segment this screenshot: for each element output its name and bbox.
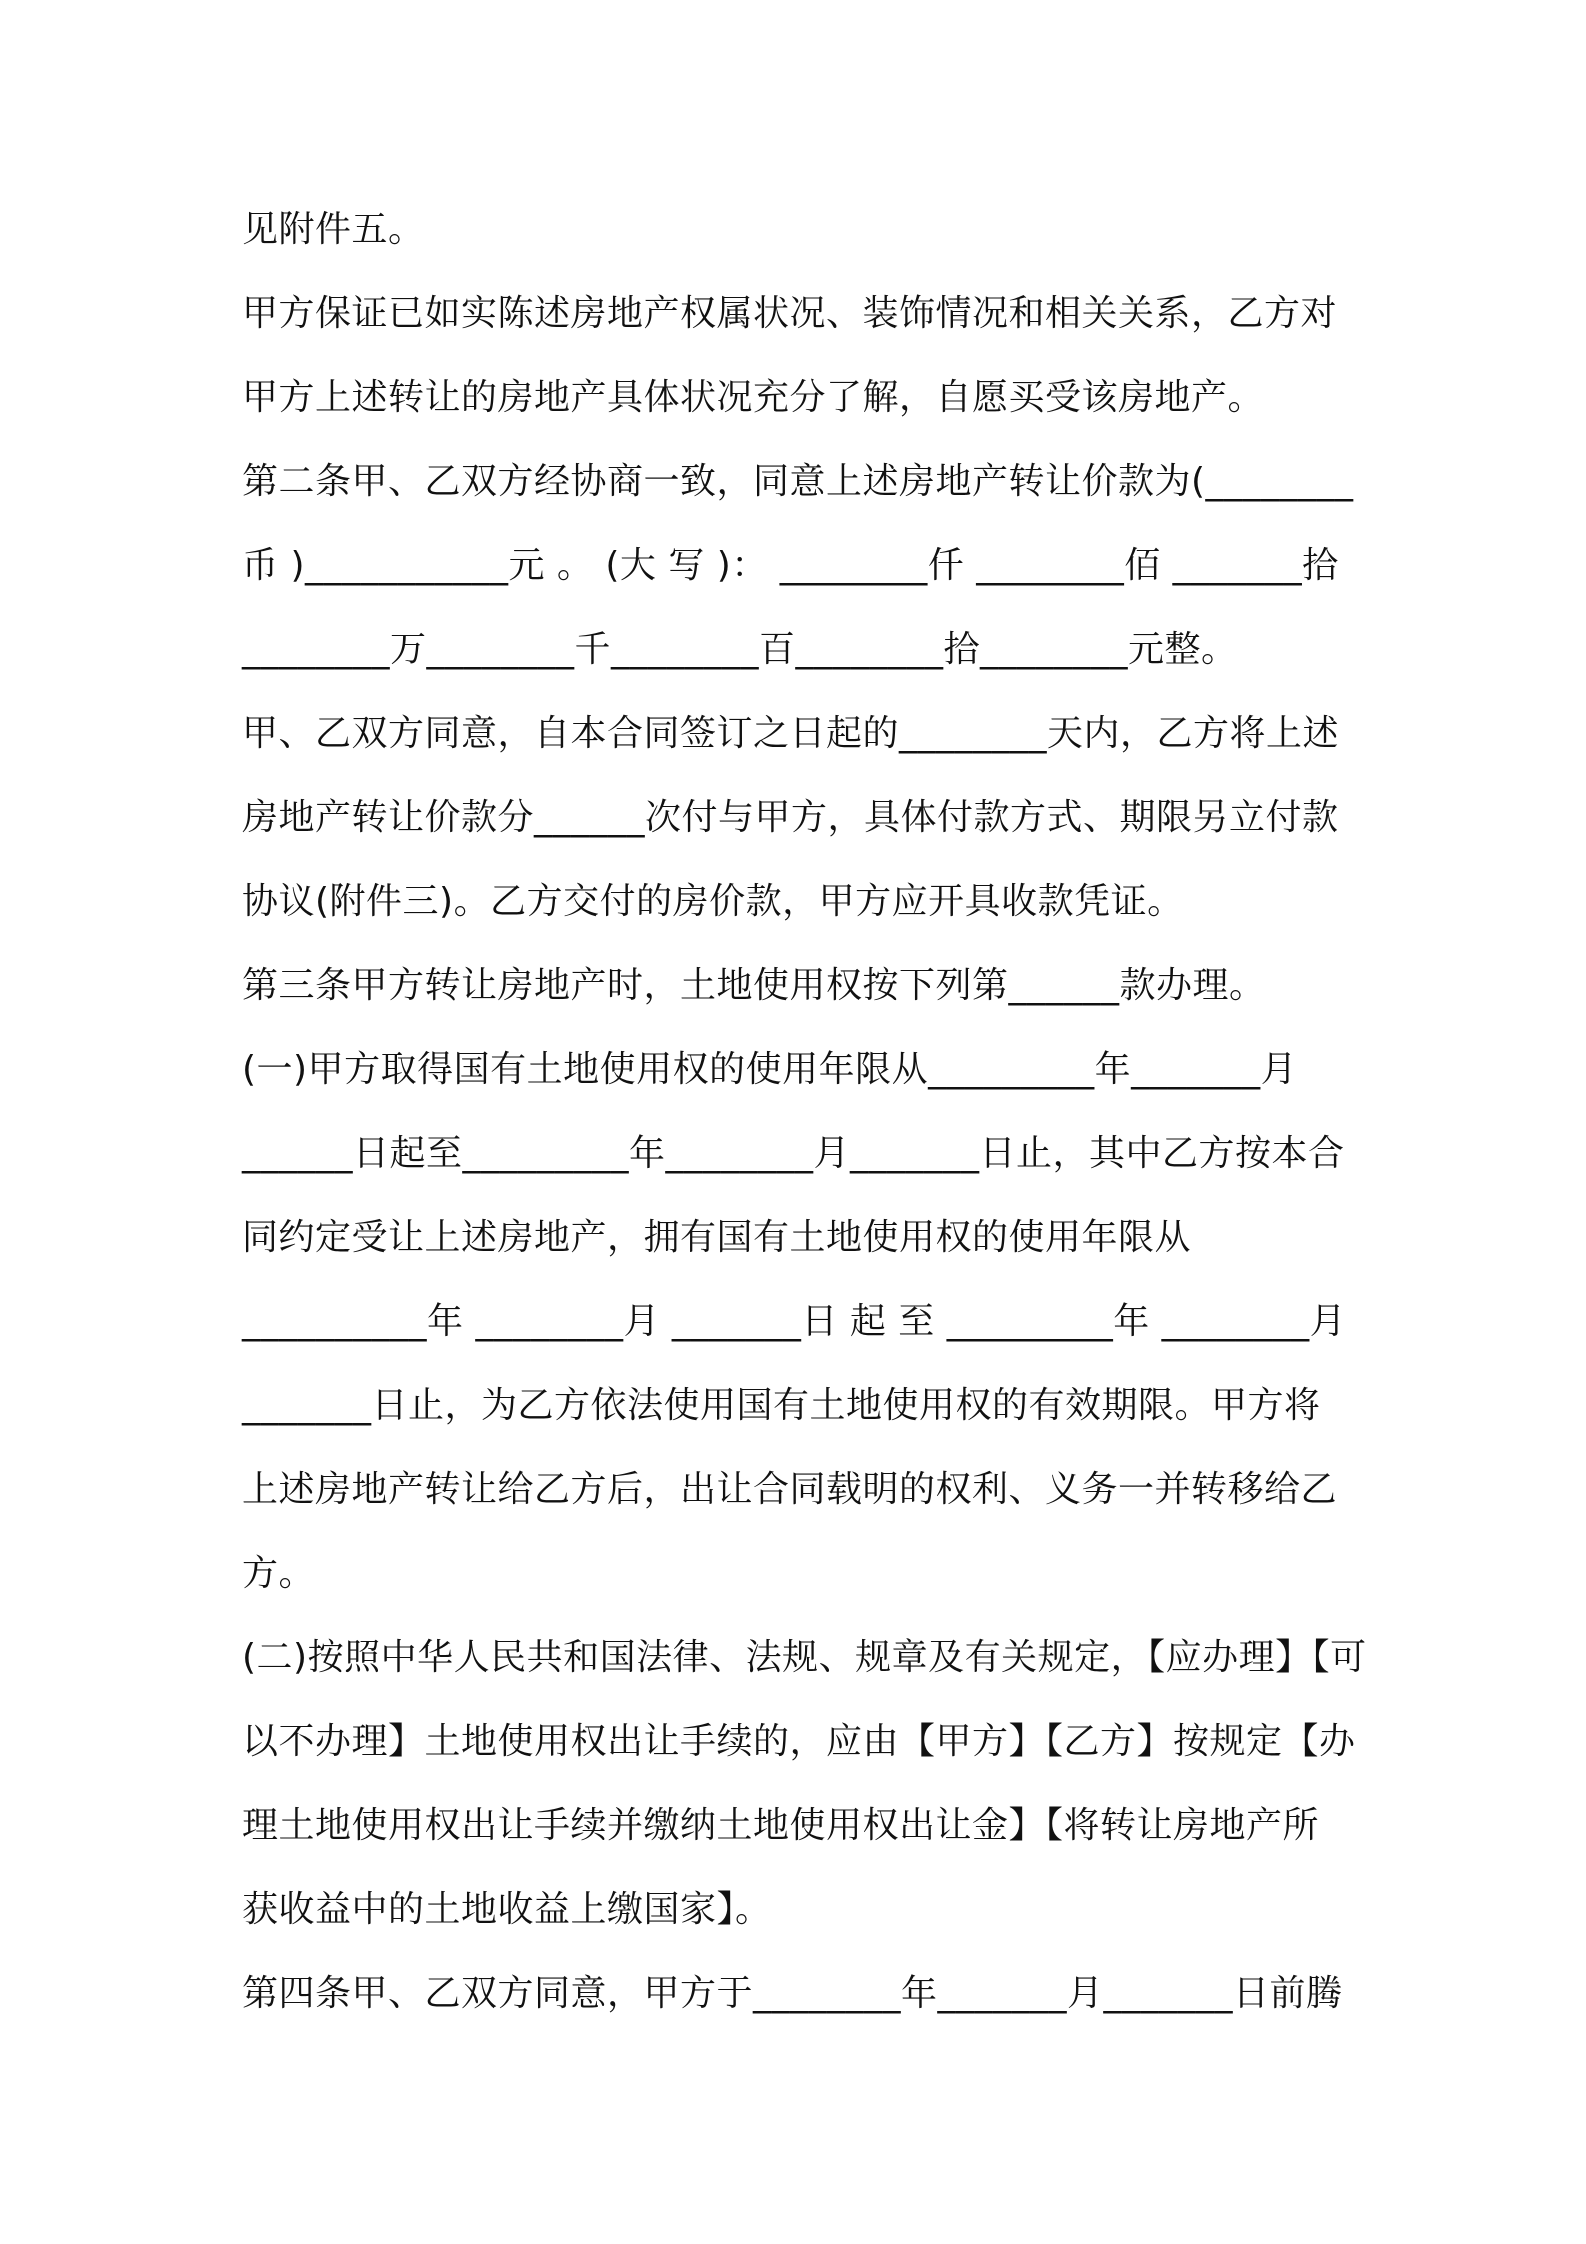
text-line: 上述房地产转让给乙方后，出让合同载明的权利、义务一并转移给乙 <box>242 1469 1338 1510</box>
text-line: ______日起至_________年________月_______日止，其中乙方按本合 <box>242 1133 1345 1174</box>
text-line: __________年 ________月 _______日 起 至 _________年 ________月 <box>242 1301 1347 1342</box>
text-line: 第三条甲方转让房地产时，土地使用权按下列第______款办理。 <box>242 965 1266 1006</box>
text-line: 房地产转让价款分______次付与甲方，具体付款方式、期限另立付款 <box>242 797 1339 838</box>
text-line: 理土地使用权出让手续并缴纳土地使用权出让金】【将转让房地产所 <box>242 1805 1320 1846</box>
text-line: 甲、乙双方同意，自本合同签订之日起的________天内，乙方将上述 <box>242 713 1340 754</box>
text-line: (二)按照中华人民共和国法律、法规、规章及有关规定，【应办理】【可 <box>242 1637 1367 1678</box>
text-line: 币 )___________元 。 (大 写 )： ________仟 ________佰 _______拾 <box>242 545 1339 586</box>
text-line: 第四条甲、乙双方同意，甲方于________年_______月_______日前腾 <box>242 1973 1343 2014</box>
text-line: ________万________千________百________拾________元整。 <box>242 629 1238 670</box>
text-line: 甲方保证已如实陈述房地产权属状况、装饰情况和相关关系，乙方对 <box>242 293 1338 334</box>
text-line: 甲方上述转让的房地产具体状况充分了解，自愿买受该房地产。 <box>242 377 1265 418</box>
text-line: 方。 <box>242 1553 316 1594</box>
text-line: 协议(附件三)。乙方交付的房价款，甲方应开具收款凭证。 <box>242 881 1184 922</box>
text-line: 第二条甲、乙双方经协商一致，同意上述房地产转让价款为(________ <box>242 461 1354 502</box>
text-line: 同约定受让上述房地产，拥有国有土地使用权的使用年限从 <box>242 1217 1192 1258</box>
text-line: 见附件五。 <box>242 209 425 250</box>
text-line: _______日止，为乙方依法使用国有土地使用权的有效期限。甲方将 <box>242 1385 1321 1426</box>
text-line: 获收益中的土地收益上缴国家】。 <box>242 1889 772 1930</box>
text-line: (一)甲方取得国有土地使用权的使用年限从_________年_______月 <box>242 1049 1298 1090</box>
text-line: 以不办理】土地使用权出让手续的，应由【甲方】【乙方】按规定【办 <box>242 1721 1356 1762</box>
